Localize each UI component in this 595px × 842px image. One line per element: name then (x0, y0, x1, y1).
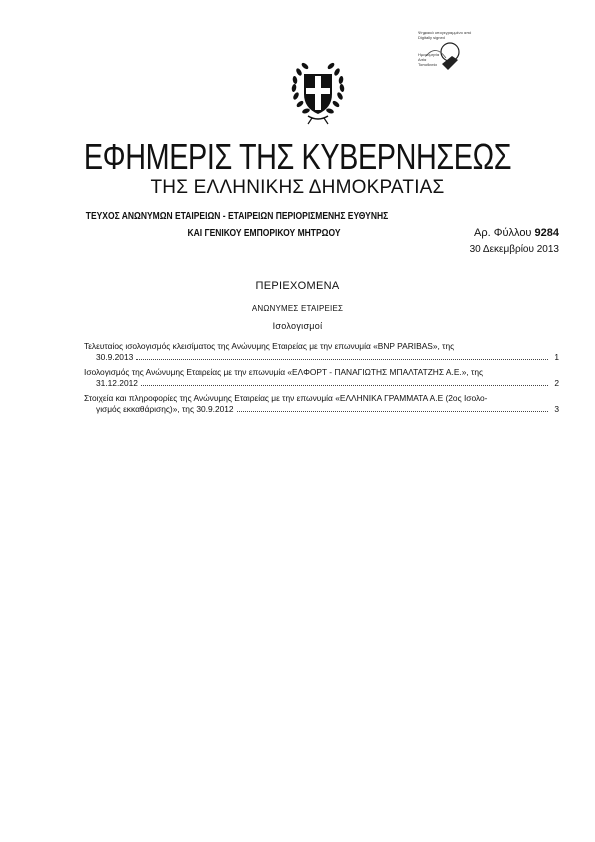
toc-entry-date: γισμός εκκαθάρισης)», της 30.9.2012 (96, 404, 234, 414)
toc-entry-date: 30.9.2013 (96, 352, 134, 362)
toc-entry[interactable] (84, 393, 559, 415)
toc-page-number: 2 (554, 378, 559, 388)
digital-signature-stamp (418, 30, 472, 88)
sheet-number-block (474, 226, 559, 240)
table-of-contents (84, 341, 559, 419)
toc-entry[interactable] (84, 341, 559, 363)
greek-emblem-icon (286, 56, 350, 126)
subsection-heading: Ισολογισμοί (272, 321, 323, 331)
contents-heading: ΠΕΡΙΕΧΟΜΕΝΑ (255, 280, 340, 292)
section-heading: ΑΝΩΝΥΜΕΣ ΕΤΑΙΡΕΙΕΣ (251, 304, 344, 313)
toc-entry-text: Τελευταίος ισολογισμός κλεισίματος της Ανώνυμης Εταιρείας με την επωνυμία «BNP PARIBAS», της (84, 341, 455, 351)
sheet-number: 9284 (534, 227, 559, 239)
issue-type-line2: ΚΑΙ ΓΕΝΙΚΟΥ ΕΜΠΟΡΙΚΟΥ ΜΗΤΡΩΟΥ (187, 228, 341, 239)
toc-entry[interactable] (84, 367, 559, 389)
signature-line: Digitally signed (418, 35, 445, 40)
toc-entry-text: Στοιχεία και πληροφορίες της Ανώνυμης Εταιρείας με την επωνυμία «ΕΛΛΗΝΙΚΑ ΓΡΑΜΜΑΤΑ Α.Ε (2ος Ισολο- (84, 393, 488, 403)
signature-line: Ημερομηνία (418, 52, 440, 57)
signature-line: Ψηφιακά υπογεγραμμένο από (418, 30, 472, 35)
gazette-subtitle: ΤΗΣ ΕΛΛΗΝΙΚΗΣ ΔΗΜΟΚΡΑΤΙΑΣ (150, 177, 445, 198)
dot-leader (136, 358, 548, 360)
dot-leader (141, 384, 548, 386)
signature-line: Αιτία (418, 57, 427, 62)
toc-page-number: 1 (554, 352, 559, 362)
signature-line: Τοποθεσία (418, 62, 437, 67)
toc-page-number: 3 (554, 404, 559, 414)
toc-entry-date: 31.12.2012 (96, 378, 138, 388)
issue-date: 30 Δεκεμβρίου 2013 (469, 244, 559, 255)
gazette-title: ΕΦΗΜΕΡΙΣ ΤΗΣ ΚΥΒΕΡΝΗΣΕΩΣ (83, 136, 512, 177)
dot-leader (237, 410, 549, 412)
toc-entry-text: Ισολογισμός της Ανώνυμης Εταιρείας με την επωνυμία «ΕΛΦΟΡΤ - ΠΑΝΑΓΙΩΤΗΣ ΜΠΑΛΤΑΤΖΗΣ Α.Ε.», της (84, 367, 484, 377)
sheet-number-label: Αρ. Φύλλου (473, 227, 532, 239)
issue-type-line1: ΤΕΥΧΟΣ ΑΝΩΝΥΜΩΝ ΕΤΑΙΡΕΙΩΝ - ΕΤΑΙΡΕΙΩΝ ΠΕΡΙΟΡΙΣΜΕΝΗΣ ΕΥΘΥΝΗΣ (85, 211, 389, 222)
